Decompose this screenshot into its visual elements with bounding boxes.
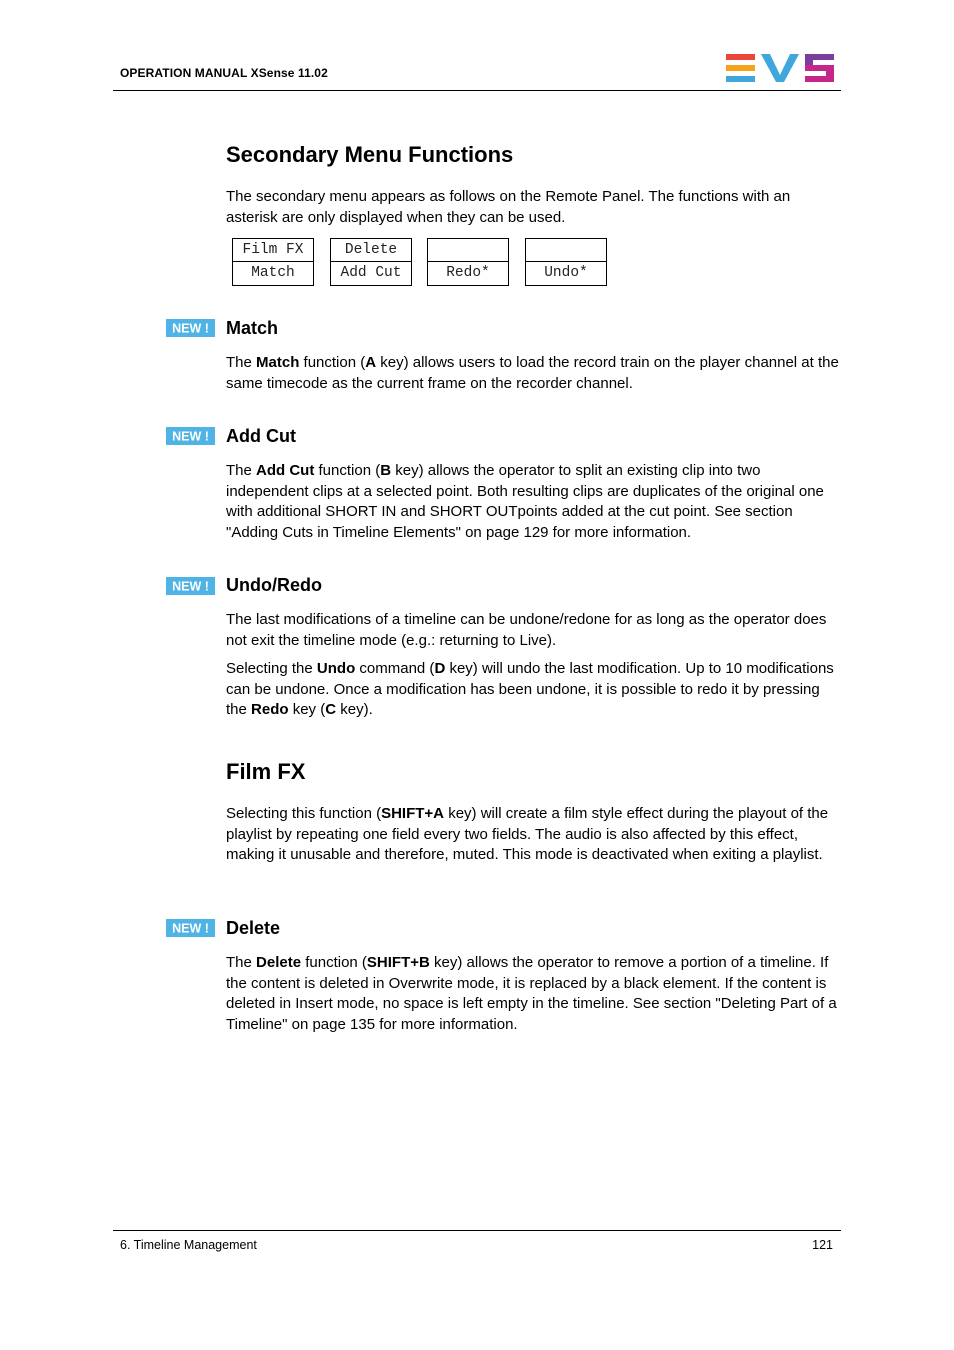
key-column-2 (330, 238, 412, 286)
svg-text:NEW !: NEW ! (172, 321, 209, 336)
section-heading-delete: Delete (226, 918, 281, 938)
key-match: Match (251, 265, 295, 281)
key-empty-3 (428, 239, 508, 262)
footer-page-number: 121 (812, 1238, 833, 1252)
section-heading-match: Match (226, 318, 279, 338)
key-redo: Redo* (446, 265, 490, 281)
svg-text:NEW !: NEW ! (172, 921, 209, 936)
secondary-menu-intro-block (226, 187, 844, 236)
undo-redo-description-2: Selecting the Undo command (D key) will undo the last modification. Up to 10 modifications can be undone. Once a modification has been undone, it is possible to redo it by pressing the Redo key (C key). (226, 660, 834, 719)
new-badge-icon (166, 577, 215, 595)
add-cut-description: The Add Cut function (B key) allows the operator to split an existing clip into two independent clips at a selected point. Both resulting clips are duplicates of the original one with additional SHORT IN and SHORT OUTpoints added at the cut point. See section "Adding Cuts in Timeline Elements" on page 129 for more information. (226, 462, 824, 541)
svg-text:NEW !: NEW ! (172, 579, 209, 594)
key-undo: Undo* (544, 265, 588, 281)
footer-chapter: 6. Timeline Management (120, 1238, 257, 1252)
header-divider (113, 90, 841, 91)
secondary-menu-intro: The secondary menu appears as follows on the Remote Panel. The functions with an asterisk are only displayed when they can be used. (226, 188, 791, 226)
key-film-fx: Film FX (233, 239, 313, 262)
new-badge-icon (166, 919, 215, 937)
key-add-cut: Add Cut (340, 265, 402, 281)
match-description: The Match function (A key) allows users to load the record train on the player channel at the same timecode as the current frame on the recorder channel. (226, 354, 839, 392)
key-delete: Delete (331, 239, 411, 262)
section-heading-add-cut: Add Cut (226, 426, 296, 446)
document-header-title: OPERATION MANUAL XSense 11.02 (120, 66, 328, 80)
film-fx-description: Selecting this function (SHIFT+A key) will create a film style effect during the playout of the playlist by repeating one field every two fields. The audio is also affected by this effect, making it unusable and therefore, muted. This mode is deactivated when exiting a playlist. (226, 805, 829, 864)
key-column-4 (525, 238, 607, 286)
footer-divider (113, 1230, 841, 1231)
key-column-1 (232, 238, 314, 286)
key-column-3 (427, 238, 509, 286)
delete-description: The Delete function (SHIFT+B key) allows the operator to remove a portion of a timeline. If the content is deleted in Overwrite mode, it is replaced by a black element. If the content is deleted in Insert mode, no space is left empty in the timeline. See section "Deleting Part of a Timeline" on page 135 for more information. (226, 954, 837, 1033)
section-heading-film-fx: Film FX (226, 759, 306, 784)
evs-logo (724, 53, 836, 83)
section-heading-secondary-menu: Secondary Menu Functions (226, 142, 514, 167)
new-badge-icon (166, 319, 215, 337)
new-badge-icon (166, 427, 215, 445)
section-heading-undo-redo: Undo/Redo (226, 575, 322, 595)
svg-text:NEW !: NEW ! (172, 429, 209, 444)
undo-redo-description-1: The last modifications of a timeline can be undone/redone for as long as the operator does not exit the timeline mode (e.g.: returning to Live). (226, 611, 827, 649)
key-empty-4 (526, 239, 606, 262)
